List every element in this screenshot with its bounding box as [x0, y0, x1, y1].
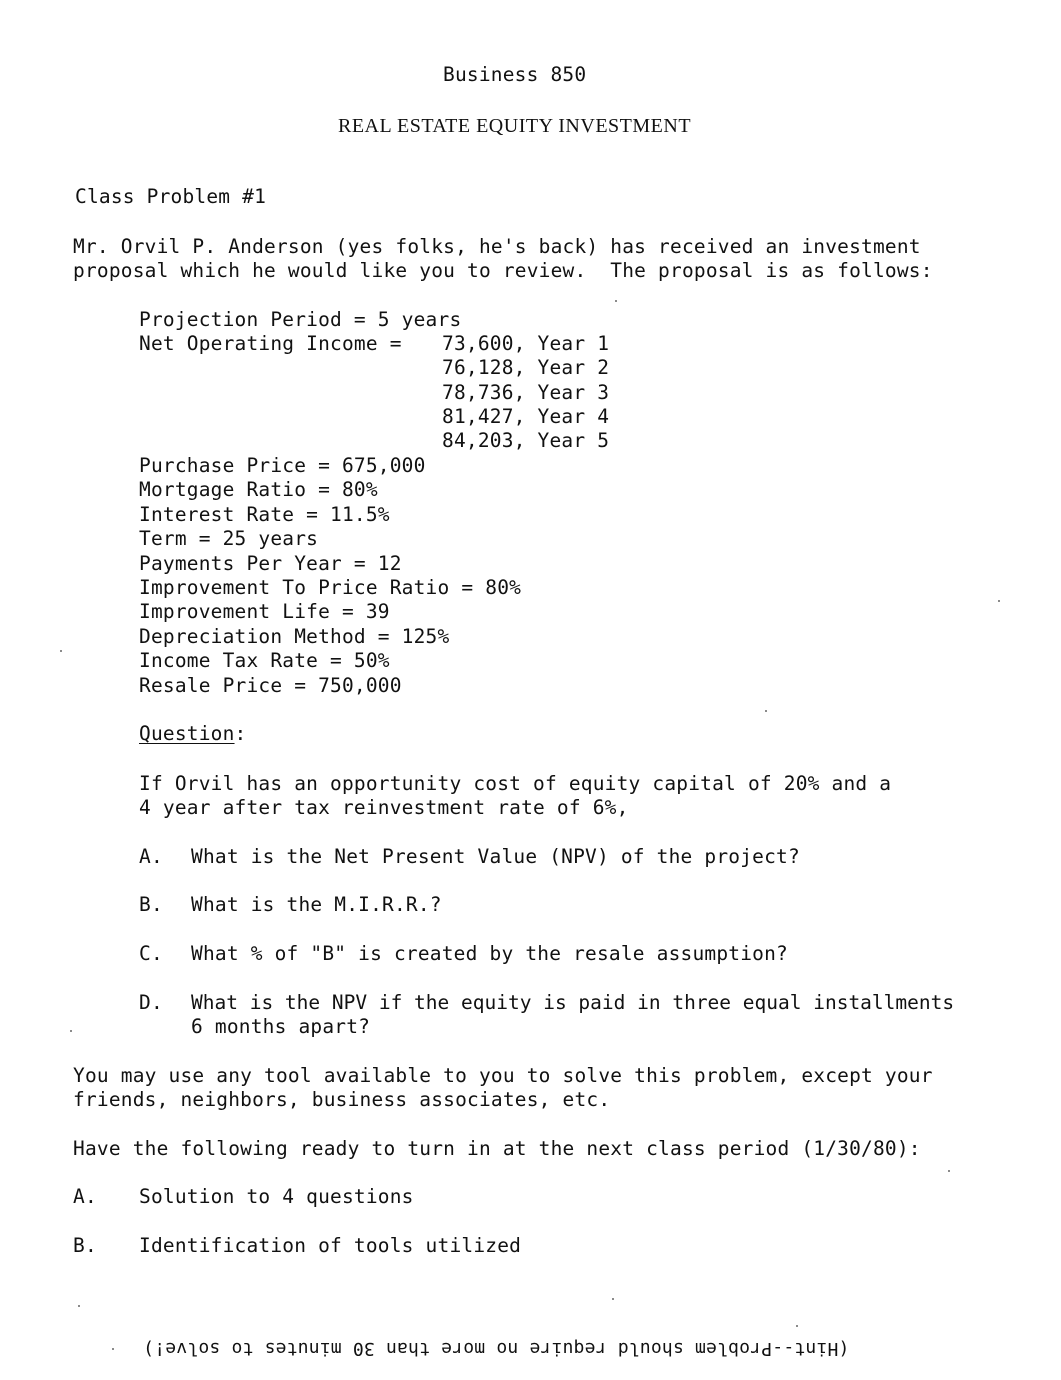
intro-line-1: Mr. Orvil P. Anderson (yes folks, he's back) has received an investment	[73, 235, 921, 258]
resale-price: Resale Price = 750,000	[139, 674, 402, 697]
payments-per-year: Payments Per Year = 12	[139, 552, 402, 575]
question-premise-line-2: 4 year after tax reinvestment rate of 6%,	[139, 796, 629, 819]
scan-speck	[112, 1348, 114, 1350]
problem-label: Class Problem #1	[75, 185, 267, 208]
question-heading-colon: :	[234, 722, 247, 745]
question-d-letter: D.	[139, 991, 163, 1014]
income-tax-rate: Income Tax Rate = 50%	[139, 649, 390, 672]
question-b-letter: B.	[139, 893, 163, 916]
purchase-price: Purchase Price = 675,000	[139, 454, 426, 477]
noi-year-1: 73,600, Year 1	[442, 332, 610, 355]
upside-down-hint: (Hint--Problem should require no more than 30 minutes to solve!)	[143, 1338, 850, 1359]
question-c-letter: C.	[139, 942, 163, 965]
noi-label: Net Operating Income =	[139, 332, 414, 355]
mortgage-ratio: Mortgage Ratio = 80%	[139, 478, 378, 501]
term: Term = 25 years	[139, 527, 319, 550]
improvement-to-price-ratio: Improvement To Price Ratio = 80%	[139, 576, 522, 599]
intro-line-2: proposal which he would like you to review. The proposal is as follows:	[73, 259, 933, 282]
turn-in-b-text: Identification of tools utilized	[139, 1234, 522, 1257]
turn-in-a-text: Solution to 4 questions	[139, 1185, 414, 1208]
question-premise-line-1: If Orvil has an opportunity cost of equity capital of 20% and a	[139, 772, 892, 795]
question-a-text: What is the Net Present Value (NPV) of the project?	[191, 845, 800, 868]
question-d-text: What is the NPV if the equity is paid in three equal installments	[191, 991, 955, 1014]
question-c-text: What % of "B" is created by the resale assumption?	[191, 942, 788, 965]
question-heading	[139, 722, 246, 746]
turn-in-b-letter: B.	[73, 1234, 97, 1257]
question-a-letter: A.	[139, 845, 163, 868]
scan-speck	[78, 1305, 80, 1307]
scan-speck	[765, 710, 767, 712]
tools-note-line-2: friends, neighbors, business associates, etc.	[73, 1088, 611, 1111]
turn-in-intro: Have the following ready to turn in at the next class period (1/30/80):	[73, 1137, 921, 1160]
question-heading-text: Question	[139, 722, 235, 745]
depreciation-method: Depreciation Method = 125%	[139, 625, 450, 648]
tools-note-line-1: You may use any tool available to you to solve this problem, except your	[73, 1064, 933, 1087]
scan-speck	[998, 600, 1000, 602]
scan-speck	[948, 1170, 950, 1172]
projection-period: Projection Period = 5 years	[139, 308, 462, 331]
scan-speck	[612, 1298, 614, 1300]
turn-in-a-letter: A.	[73, 1185, 97, 1208]
noi-year-4: 81,427, Year 4	[442, 405, 610, 428]
noi-year-2: 76,128, Year 2	[442, 356, 610, 379]
document-title: REAL ESTATE EQUITY INVESTMENT	[338, 115, 692, 137]
scan-speck	[796, 1325, 798, 1327]
question-d-text-cont: 6 months apart?	[191, 1015, 371, 1038]
question-b-text: What is the M.I.R.R.?	[191, 893, 442, 916]
scan-speck	[70, 1030, 72, 1032]
improvement-life: Improvement Life = 39	[139, 600, 390, 623]
interest-rate: Interest Rate = 11.5%	[139, 503, 390, 526]
course-title: Business 850	[443, 63, 587, 86]
noi-year-3: 78,736, Year 3	[442, 381, 610, 404]
scan-speck	[615, 300, 617, 302]
noi-year-5: 84,203, Year 5	[442, 429, 610, 452]
scan-speck	[60, 650, 62, 652]
